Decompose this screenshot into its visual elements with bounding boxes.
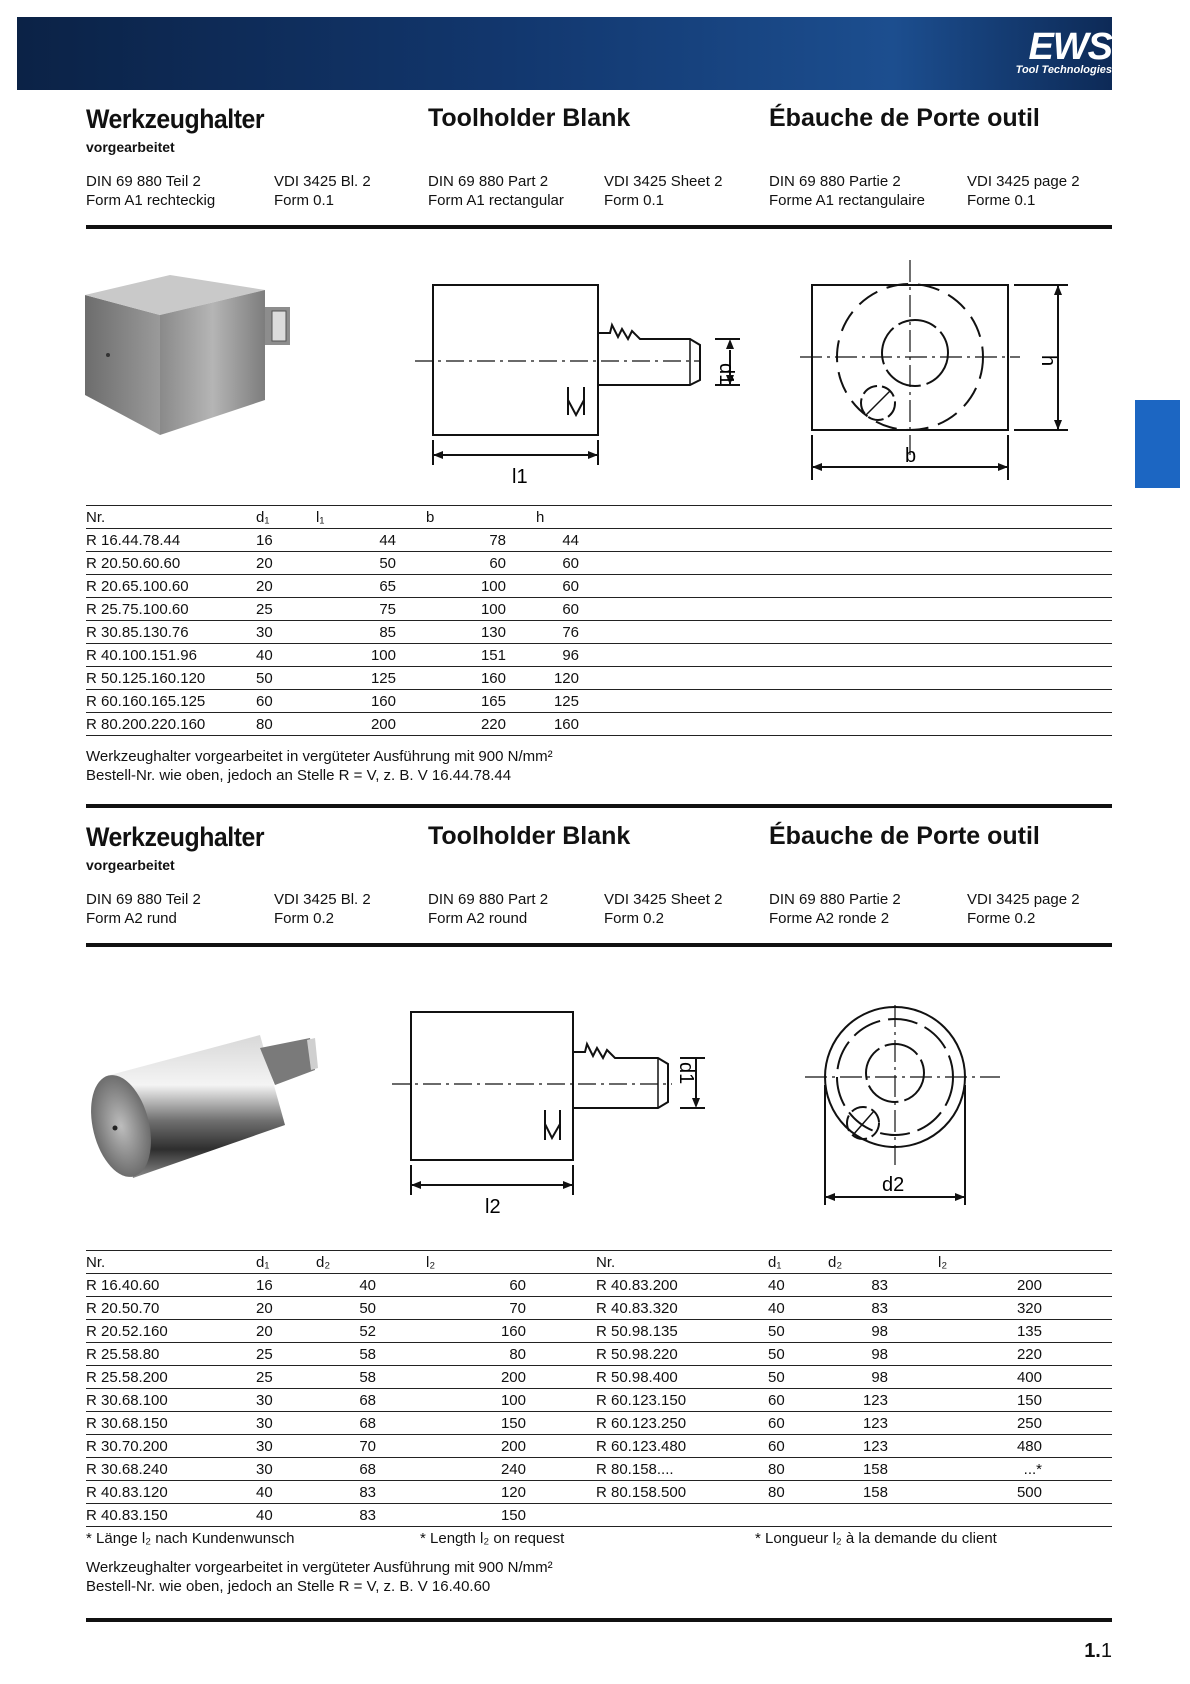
table-cell: 70 [316, 1435, 426, 1458]
table-cell: 68 [316, 1412, 426, 1435]
table-cell: 60 [768, 1412, 828, 1435]
standard-block: VDI 3425 page 2 Forme 0.1 [967, 173, 1080, 209]
table-header-row [86, 506, 1112, 529]
standard-block: DIN 69 880 Teil 2 Form A2 rund [86, 891, 201, 927]
table-row [86, 644, 1112, 667]
standard-block: DIN 69 880 Partie 2 Forme A2 ronde 2 [769, 891, 901, 927]
table-cell: R 60.160.165.125 [86, 690, 256, 713]
table-row [86, 1435, 1112, 1458]
table-cell: 165 [426, 690, 536, 713]
table-row [86, 529, 1112, 552]
table-cell: R 30.68.150 [86, 1412, 256, 1435]
table-cell: R 60.123.250 [596, 1412, 768, 1435]
table-row [86, 1343, 1112, 1366]
dim-label-h: h [1037, 355, 1059, 367]
table-cell: 60 [426, 1274, 596, 1297]
table-cell: 80 [426, 1343, 596, 1366]
table-cell: R 20.65.100.60 [86, 575, 256, 598]
table-cell: R 25.58.80 [86, 1343, 256, 1366]
table-cell: 151 [426, 644, 536, 667]
table-cell: 40 [768, 1297, 828, 1320]
table-cell: 80 [768, 1458, 828, 1481]
table-cell: 160 [536, 713, 609, 736]
product-photo-rectangular [80, 265, 300, 440]
table-cell: 400 [938, 1366, 1112, 1389]
table-cell: R 60.123.150 [596, 1389, 768, 1412]
table-cell: R 50.98.400 [596, 1366, 768, 1389]
dim-label-l2: l2 [485, 1196, 501, 1215]
table-row [86, 690, 1112, 713]
table-cell: 125 [536, 690, 609, 713]
table-cell: 50 [316, 1297, 426, 1320]
standard-block: DIN 69 880 Part 2 Form A2 round [428, 891, 549, 927]
table-cell: 200 [938, 1274, 1112, 1297]
table-cell: 58 [316, 1343, 426, 1366]
table-cell: R 40.83.120 [86, 1481, 256, 1504]
standard-block: VDI 3425 Bl. 2 Form 0.1 [274, 173, 371, 209]
table-cell: 83 [828, 1297, 938, 1320]
table-cell: R 40.83.150 [86, 1504, 256, 1527]
table-cell: 125 [316, 667, 426, 690]
table-row [86, 1297, 1112, 1320]
table-cell: 60 [256, 690, 316, 713]
table-cell: 160 [426, 667, 536, 690]
footnote-fr: * Longueur l₂ à la demande du client [755, 1530, 997, 1547]
table-cell: 25 [256, 598, 316, 621]
table-cell: 100 [426, 598, 536, 621]
table-cell: 50 [316, 552, 426, 575]
column-header: l₂ [938, 1251, 1112, 1274]
section-title-fr: Ébauche de Porte outil [769, 104, 1040, 132]
table-cell: 40 [256, 1481, 316, 1504]
table-row [86, 1504, 1112, 1527]
table-row [86, 1366, 1112, 1389]
table-row [86, 552, 1112, 575]
standard-block: VDI 3425 Bl. 2 Form 0.2 [274, 891, 371, 927]
table-cell: 60 [768, 1435, 828, 1458]
dim-label-b: b [905, 445, 917, 467]
column-header: d₁ [768, 1251, 828, 1274]
table-cell: 60 [768, 1389, 828, 1412]
page-number-value: 1 [1100, 1640, 1112, 1662]
table-cell: 68 [316, 1458, 426, 1481]
table-cell: 50 [768, 1366, 828, 1389]
standard-block: DIN 69 880 Teil 2 Form A1 rechteckig [86, 173, 216, 209]
table-cell: R 30.68.240 [86, 1458, 256, 1481]
table-cell: R 30.85.130.76 [86, 621, 256, 644]
table-cell: R 50.98.135 [596, 1320, 768, 1343]
standard-block: VDI 3425 page 2 Forme 0.2 [967, 891, 1080, 927]
side-view-drawing-a1 [400, 255, 760, 495]
table-cell: 96 [536, 644, 609, 667]
table-cell: 60 [536, 575, 609, 598]
table-cell: 70 [426, 1297, 596, 1320]
table-cell: 123 [828, 1412, 938, 1435]
table-cell: 123 [828, 1389, 938, 1412]
table-cell: 160 [316, 690, 426, 713]
table-cell: 150 [426, 1504, 596, 1527]
table-cell: R 20.50.60.60 [86, 552, 256, 575]
page-number [1084, 1640, 1112, 1663]
column-header: Nr. [596, 1251, 768, 1274]
footnote-de: * Länge l₂ nach Kundenwunsch [86, 1530, 295, 1547]
table-cell: R 80.200.220.160 [86, 713, 256, 736]
table-cell: R 80.158.... [596, 1458, 768, 1481]
table-cell: R 50.125.160.120 [86, 667, 256, 690]
table-cell: 30 [256, 1389, 316, 1412]
note-line: Werkzeughalter vorgearbeitet in vergüteter Ausführung mit 900 N/mm² [86, 748, 553, 765]
standard-block: DIN 69 880 Partie 2 Forme A1 rectangulaire [769, 173, 925, 209]
product-photo-round [75, 1030, 325, 1180]
material-note [86, 1558, 553, 1596]
table-cell: 40 [256, 1504, 316, 1527]
column-header: b [426, 506, 536, 529]
column-header: l₂ [426, 1251, 596, 1274]
table-cell: 78 [426, 529, 536, 552]
table-cell: R 20.52.160 [86, 1320, 256, 1343]
front-view-drawing-a1 [790, 255, 1080, 495]
table-cell: 44 [316, 529, 426, 552]
dimensions-table-a1 [86, 505, 1112, 736]
table-cell [938, 1504, 1112, 1527]
table-cell: 76 [536, 621, 609, 644]
table-cell: 20 [256, 1320, 316, 1343]
table-cell: 50 [256, 667, 316, 690]
table-cell: 30 [256, 621, 316, 644]
table-cell: 220 [426, 713, 536, 736]
table-cell: 240 [426, 1458, 596, 1481]
column-header: d₁ [256, 1251, 316, 1274]
column-header: l₁ [316, 506, 426, 529]
table-cell: 250 [938, 1412, 1112, 1435]
standard-block: VDI 3425 Sheet 2 Form 0.2 [604, 891, 723, 927]
table-cell: 52 [316, 1320, 426, 1343]
standard-block: VDI 3425 Sheet 2 Form 0.1 [604, 173, 723, 209]
table-row [86, 1320, 1112, 1343]
table-cell: R 50.98.220 [596, 1343, 768, 1366]
dimensions-table-a2 [86, 1250, 1112, 1527]
table-cell: 200 [426, 1435, 596, 1458]
section-divider [86, 804, 1112, 808]
table-cell: 25 [256, 1366, 316, 1389]
dim-label-d1: d1 [675, 1062, 697, 1085]
table-cell: 80 [256, 713, 316, 736]
table-row [86, 575, 1112, 598]
table-cell: 320 [938, 1297, 1112, 1320]
table-cell: R 40.83.320 [596, 1297, 768, 1320]
table-cell: R 16.40.60 [86, 1274, 256, 1297]
table-cell: 40 [768, 1274, 828, 1297]
table-cell: 30 [256, 1435, 316, 1458]
table-cell: 50 [768, 1343, 828, 1366]
table-cell [596, 1504, 768, 1527]
table-cell: 98 [828, 1343, 938, 1366]
table-cell: 85 [316, 621, 426, 644]
dim-label-l1: l1 [512, 466, 528, 488]
table-cell: 16 [256, 1274, 316, 1297]
table-cell: 150 [938, 1389, 1112, 1412]
table-cell: 135 [938, 1320, 1112, 1343]
table-cell: R 16.44.78.44 [86, 529, 256, 552]
section-title-de: Werkzeughalter [86, 822, 265, 852]
table-cell: R 40.100.151.96 [86, 644, 256, 667]
table-cell: 100 [316, 644, 426, 667]
table-cell: 68 [316, 1389, 426, 1412]
dim-label-d1: d1 [715, 363, 737, 386]
column-header: d₂ [316, 1251, 426, 1274]
standard-block: DIN 69 880 Part 2 Form A1 rectangular [428, 173, 564, 209]
section-divider [86, 225, 1112, 229]
table-cell: R 40.83.200 [596, 1274, 768, 1297]
column-header: d₂ [828, 1251, 938, 1274]
brand-logo [1015, 26, 1112, 76]
table-cell: 220 [938, 1343, 1112, 1366]
table-row [86, 667, 1112, 690]
note-line: Bestell-Nr. wie oben, jedoch an Stelle R = V, z. B. V 16.40.60 [86, 1578, 491, 1595]
table-cell: 58 [316, 1366, 426, 1389]
table-cell: 158 [828, 1458, 938, 1481]
table-cell: 80 [768, 1481, 828, 1504]
side-view-drawing-a2 [380, 1000, 740, 1215]
chapter-tab[interactable] [1135, 400, 1180, 488]
brand-name: EWS [1028, 26, 1112, 68]
table-cell: 40 [256, 644, 316, 667]
table-cell: R 25.58.200 [86, 1366, 256, 1389]
table-cell: 160 [426, 1320, 596, 1343]
header-banner [17, 17, 1112, 90]
table-cell: 20 [256, 575, 316, 598]
table-row [86, 621, 1112, 644]
table-cell: 40 [316, 1274, 426, 1297]
table-cell: 75 [316, 598, 426, 621]
table-cell: 100 [426, 1389, 596, 1412]
table-row [86, 1481, 1112, 1504]
table-cell: 480 [938, 1435, 1112, 1458]
table-header-row [86, 1251, 1112, 1274]
table-cell: 30 [256, 1458, 316, 1481]
table-cell: 20 [256, 552, 316, 575]
section-divider [86, 1618, 1112, 1622]
column-header: Nr. [86, 506, 256, 529]
material-note [86, 747, 553, 785]
table-cell: 98 [828, 1366, 938, 1389]
section-title-fr: Ébauche de Porte outil [769, 822, 1040, 850]
table-row [86, 1389, 1112, 1412]
table-cell: R 20.50.70 [86, 1297, 256, 1320]
table-cell: 25 [256, 1343, 316, 1366]
table-cell: 500 [938, 1481, 1112, 1504]
table-cell: 65 [316, 575, 426, 598]
table-cell: 158 [828, 1481, 938, 1504]
section-divider [86, 943, 1112, 947]
section-title-en: Toolholder Blank [428, 104, 631, 132]
column-header: h [536, 506, 609, 529]
table-cell: 60 [426, 552, 536, 575]
dim-label-d2: d2 [882, 1174, 905, 1196]
table-cell: 16 [256, 529, 316, 552]
table-cell: R 25.75.100.60 [86, 598, 256, 621]
table-row [86, 713, 1112, 736]
section-subtitle-de: vorgearbeitet [86, 857, 175, 873]
table-row [86, 1274, 1112, 1297]
section-subtitle-de: vorgearbeitet [86, 139, 175, 155]
table-cell: 200 [426, 1366, 596, 1389]
table-cell: 30 [256, 1412, 316, 1435]
chapter-number: 1. [1084, 1640, 1101, 1662]
table-cell: R 30.70.200 [86, 1435, 256, 1458]
table-cell: 100 [426, 575, 536, 598]
table-cell: ...* [938, 1458, 1112, 1481]
table-cell: 83 [828, 1274, 938, 1297]
table-cell: 200 [316, 713, 426, 736]
table-cell: R 30.68.100 [86, 1389, 256, 1412]
brand-tagline: Tool Technologies [1015, 64, 1112, 76]
table-cell [828, 1504, 938, 1527]
note-line: Bestell-Nr. wie oben, jedoch an Stelle R = V, z. B. V 16.44.78.44 [86, 767, 512, 784]
table-cell: R 80.158.500 [596, 1481, 768, 1504]
footnote-en: * Length l₂ on request [420, 1530, 565, 1547]
table-cell: R 60.123.480 [596, 1435, 768, 1458]
table-cell: 44 [536, 529, 609, 552]
table-cell: 123 [828, 1435, 938, 1458]
table-cell: 120 [426, 1481, 596, 1504]
section-title-de: Werkzeughalter [86, 104, 265, 134]
table-cell: 83 [316, 1504, 426, 1527]
table-cell: 150 [426, 1412, 596, 1435]
table-cell: 60 [536, 598, 609, 621]
table-cell: 98 [828, 1320, 938, 1343]
table-cell [768, 1504, 828, 1527]
table-cell: 20 [256, 1297, 316, 1320]
note-line: Werkzeughalter vorgearbeitet in vergüteter Ausführung mit 900 N/mm² [86, 1559, 553, 1576]
table-cell: 130 [426, 621, 536, 644]
table-cell: 83 [316, 1481, 426, 1504]
table-row [86, 1458, 1112, 1481]
section-title-en: Toolholder Blank [428, 822, 631, 850]
table-cell: 60 [536, 552, 609, 575]
table-cell: 50 [768, 1320, 828, 1343]
column-header: Nr. [86, 1251, 256, 1274]
table-cell: 120 [536, 667, 609, 690]
column-header: d₁ [256, 506, 316, 529]
front-view-drawing-a2 [800, 1005, 1010, 1210]
table-row [86, 1412, 1112, 1435]
table-row [86, 598, 1112, 621]
